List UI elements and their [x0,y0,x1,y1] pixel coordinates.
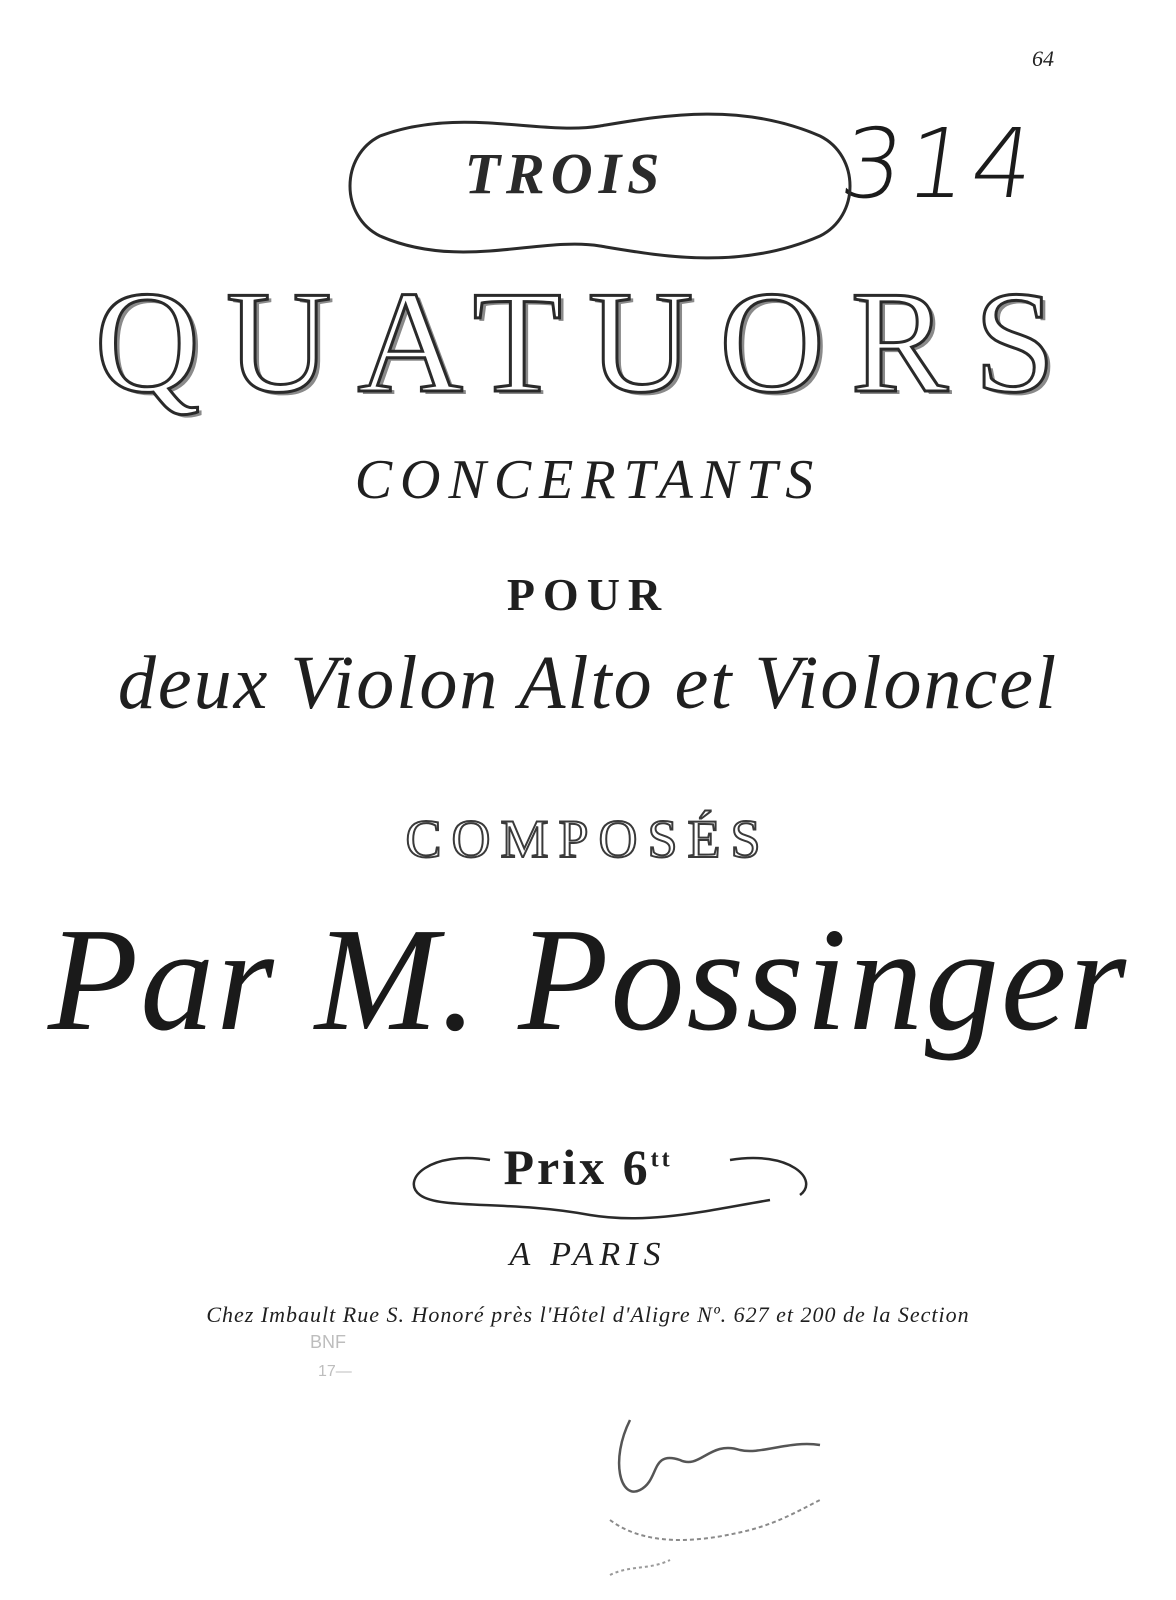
svg-text:17—: 17— [318,1363,352,1380]
price-label [0,1138,1176,1196]
imprint-publisher: Chez Imbault Rue S. Honoré près l'Hôtel d'Aligre Nº. 627 et 200 de la Section [206,1302,970,1327]
title-trois: TROIS [464,141,666,206]
handwritten-signature [590,1400,850,1590]
library-stamp [300,1320,410,1390]
instrumentation: deux Violon Alto et Violoncel [117,641,1059,725]
folio-number: 64 [1032,46,1054,71]
shelfmark-number: 314 [834,108,1046,220]
title-concertants: CONCERTANTS [354,449,822,511]
composes-heading: COMPOSÉS [405,809,771,869]
imprint-city: A PARIS [509,1236,667,1273]
svg-text:BNF: BNF [310,1332,346,1352]
price-unit: tt [650,1146,673,1173]
title-quatuors: QUATUORS [94,261,1082,423]
price-value: Prix 6 [503,1139,651,1195]
composer-name: Par M. Possinger [47,898,1129,1062]
title-pour: POUR [506,569,670,620]
